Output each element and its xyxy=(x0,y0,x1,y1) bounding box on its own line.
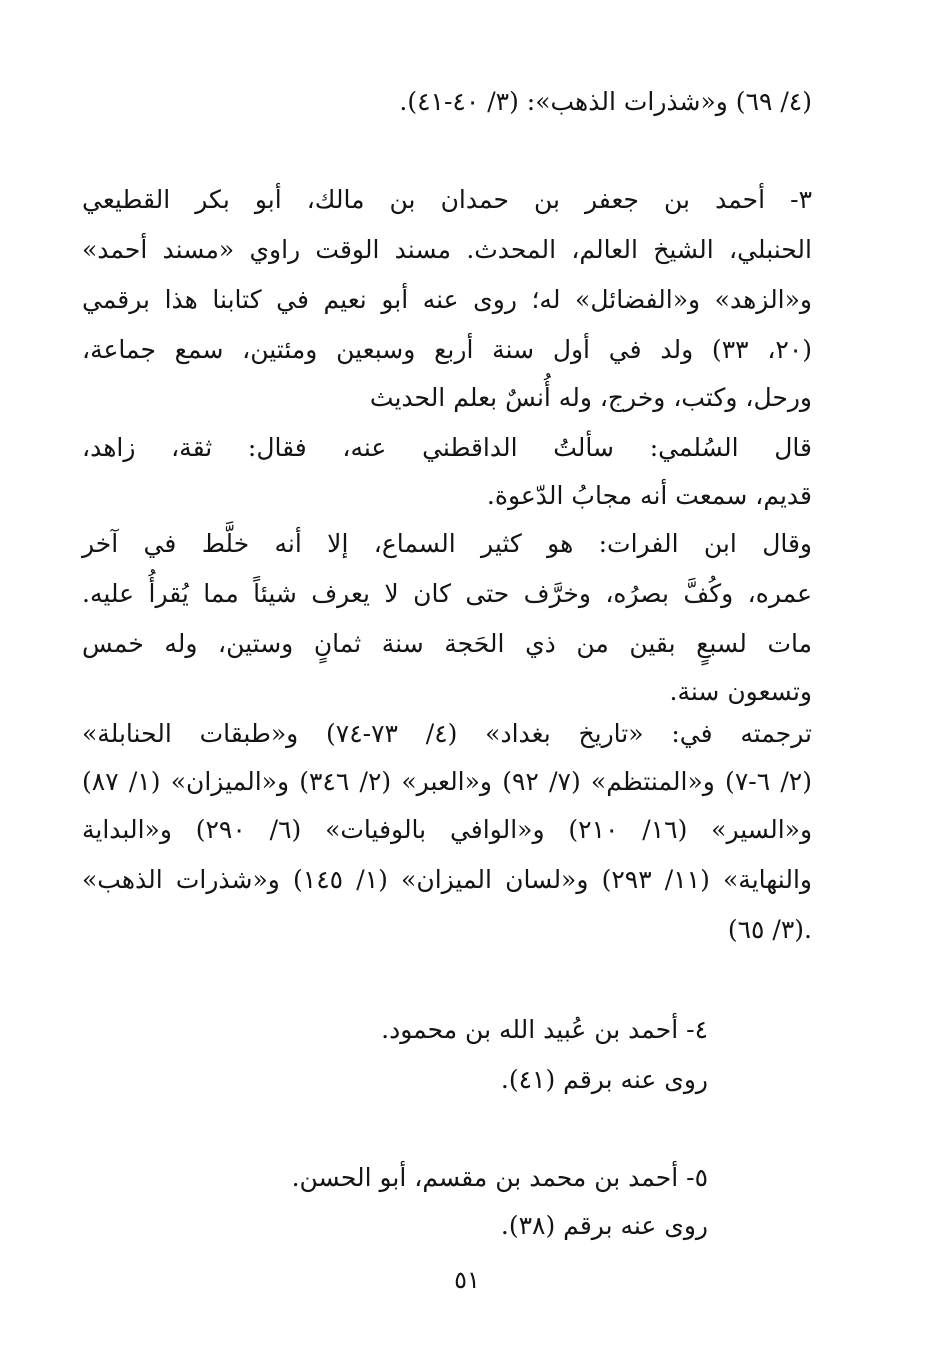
entry-4-reference: روى عنه برقم (٤١). xyxy=(500,1065,708,1094)
entry-3-line-15: والنهاية» (١١/ ٢٩٣) و«لسان الميزان» (١/ ١٤٥) و«شذرات الذهب» xyxy=(82,865,812,894)
entry-3-line-2: الحنبلي، الشيخ العالم، المحدث. مسند الوقت راوي «مسند أحمد» xyxy=(82,235,812,264)
entry-3-line-5: ورحل، وكتب، وخرج، وله أُنسٌ بعلم الحديث xyxy=(369,383,812,412)
page-number: ٥١ xyxy=(454,1266,480,1294)
continuation-line: (٤/ ٦٩) و«شذرات الذهب»: (٣/ ٤٠-٤١). xyxy=(399,87,812,116)
entry-4-title: ٤- أحمد بن عُبيد الله بن محمود. xyxy=(381,1015,708,1044)
entry-3-line-16: (٣/ ٦٥). xyxy=(727,915,812,944)
entry-3-line-13: (٢/ ٦-٧) و«المنتظم» (٧/ ٩٢) و«العبر» (٢/ ٣٤٦) و«الميزان» (١/ ٨٧) xyxy=(82,767,812,796)
entry-3-line-1: ٣- أحمد بن جعفر بن حمدان بن مالك، أبو بكر القطيعي xyxy=(82,185,812,214)
entry-3-line-9: عمره، وكُفَّ بصرُه، وخرَّف حتى كان لا يعرف شيئاً مما يُقرأُ عليه. xyxy=(82,579,812,608)
entry-5-reference: روى عنه برقم (٣٨). xyxy=(500,1211,708,1240)
entry-3-line-12: ترجمته في: «تاريخ بغداد» (٤/ ٧٣-٧٤) و«طبقات الحنابلة» xyxy=(82,719,812,748)
entry-3-line-7: قديم، سمعت أنه مجابُ الدّعوة. xyxy=(486,481,812,510)
entry-3-line-8: وقال ابن الفرات: هو كثير السماع، إلا أنه خلَّط في آخر xyxy=(82,529,812,558)
entry-3-line-10: مات لسبعٍ بقين من ذي الحَجة سنة ثمانٍ وستين، وله خمس xyxy=(82,629,812,658)
entry-3-line-3: و«الزهد» و«الفضائل» له؛ روى عنه أبو نعيم في كتابنا هذا برقمي xyxy=(82,285,812,314)
entry-3-line-11: وتسعون سنة. xyxy=(669,677,812,706)
entry-5-title: ٥- أحمد بن محمد بن مقسم، أبو الحسن. xyxy=(291,1163,708,1192)
entry-3-line-6: قال السُلمي: سألتُ الداقطني عنه، فقال: ثقة، زاهد، xyxy=(82,433,812,462)
entry-3-line-4: (٢٠، ٣٣) ولد في أول سنة أربع وسبعين ومئتين، سمع جماعة، xyxy=(82,335,813,364)
entry-3-line-14: و«السير» (١٦/ ٢١٠) و«الوافي بالوفيات» (٦/ ٢٩٠) و«البداية xyxy=(82,815,813,844)
